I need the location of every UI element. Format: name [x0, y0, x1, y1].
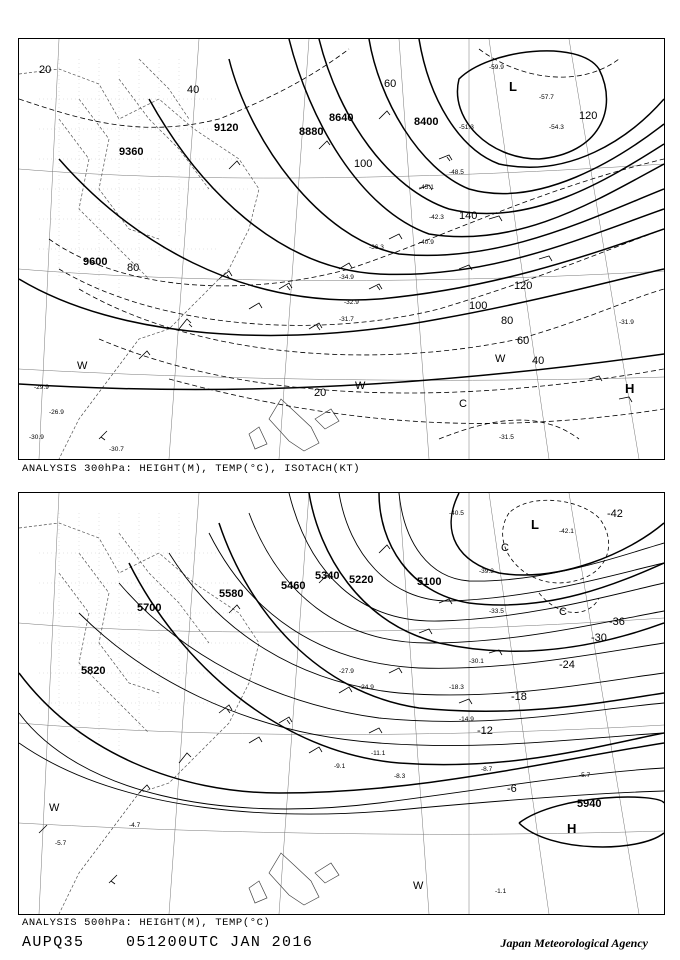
pressure-centers [509, 79, 634, 396]
obs-value: -59.9 [489, 64, 504, 71]
valid-time: 051200UTC JAN 2016 [126, 934, 314, 951]
low-center-label: L [509, 79, 517, 94]
obs-value: -32.9 [344, 299, 359, 306]
isotach-label: 80 [501, 315, 514, 327]
isotherm-label: -30 [591, 632, 607, 644]
isotach-label: 120 [579, 110, 598, 122]
obs-value: -11.1 [371, 750, 386, 757]
obs-value: -54.3 [549, 124, 564, 131]
label-8400: 8400 [414, 116, 439, 128]
obs-value: -1.1 [495, 888, 507, 895]
isotach-label: 60 [517, 335, 530, 347]
map-500hpa [18, 492, 665, 915]
isotherm-label: -12 [477, 725, 493, 737]
label-9360: 9360 [119, 146, 144, 158]
graticule [19, 493, 664, 914]
isotherm-label: -18 [511, 691, 527, 703]
label-5580: 5580 [219, 588, 244, 600]
obs-value: -9.1 [334, 763, 346, 770]
obs-value: -5.7 [55, 840, 67, 847]
label-9600: 9600 [83, 256, 108, 268]
obs-value: -42.3 [429, 214, 444, 221]
isotach-label: 40 [187, 84, 200, 96]
isotherm-label: -42 [607, 508, 623, 520]
label-5100: 5100 [417, 576, 442, 588]
obs-value: -27.9 [339, 668, 354, 675]
obs-value: -57.7 [539, 94, 554, 101]
agency-credit: Japan Meteorological Agency [500, 936, 648, 950]
isotach-label: 20 [39, 64, 52, 76]
high-center-label: H [567, 821, 577, 836]
map-300hpa-canvas [19, 39, 664, 459]
isotach-label: 60 [384, 78, 397, 90]
obs-value: -39.3 [479, 568, 494, 575]
isotach-label: 80 [127, 262, 140, 274]
obs-value: -29.9 [34, 384, 49, 391]
label-5220: 5220 [349, 574, 374, 586]
obs-value: -30.7 [109, 446, 124, 453]
obs-value: -51.3 [459, 124, 474, 131]
label-5820: 5820 [81, 665, 106, 677]
isotherm-label: -36 [609, 616, 625, 628]
station-marker: W [413, 880, 424, 892]
pressure-centers [531, 517, 576, 836]
map-500hpa-canvas [19, 493, 664, 914]
obs-value: -34.9 [339, 274, 354, 281]
isotach-label: 100 [469, 300, 488, 312]
station-marker: W [49, 802, 60, 814]
obs-value: -30.1 [469, 658, 484, 665]
station-marker: C [559, 606, 567, 618]
label-5700: 5700 [137, 602, 162, 614]
low-center-label: L [531, 517, 539, 532]
obs-value: -31.7 [339, 316, 354, 323]
isotach-label: 100 [354, 158, 373, 170]
obs-value: -24.9 [359, 684, 374, 691]
label-8640: 8640 [329, 112, 354, 124]
isotach-label: 140 [459, 210, 478, 222]
obs-value: -40.9 [419, 239, 434, 246]
isotach-label: 40 [532, 355, 545, 367]
station-marker: C [501, 542, 509, 554]
caption-300hpa: ANALYSIS 300hPa: HEIGHT(M), TEMP(°C), ISOTACH(KT) [22, 463, 361, 475]
obs-value: -8.3 [394, 773, 406, 780]
map-300hpa [18, 38, 665, 460]
obs-value: -31.9 [619, 319, 634, 326]
coastline-japan [249, 853, 339, 905]
land-hatching [39, 59, 249, 299]
chart-code: AUPQ35 [22, 934, 85, 951]
obs-value: -5.7 [579, 772, 591, 779]
station-markers [77, 353, 506, 410]
obs-value: -26.9 [49, 409, 64, 416]
label-5460: 5460 [281, 580, 306, 592]
station-marker: W [355, 380, 366, 392]
obs-value: -18.3 [449, 684, 464, 691]
obs-value: -42.1 [559, 528, 574, 535]
chart-identifier [22, 934, 313, 951]
label-9120: 9120 [214, 122, 239, 134]
obs-value: -14.9 [459, 716, 474, 723]
obs-value: -31.5 [499, 434, 514, 441]
obs-value: -40.5 [449, 510, 464, 517]
isotach-label: 120 [514, 280, 533, 292]
station-marker: W [77, 360, 88, 372]
station-marker: W [495, 353, 506, 365]
label-8880: 8880 [299, 126, 324, 138]
obs-value: -30.9 [29, 434, 44, 441]
high-center-label: H [625, 381, 635, 396]
obs-value: -8.7 [481, 766, 493, 773]
label-5940: 5940 [577, 798, 602, 810]
station-markers [49, 542, 567, 892]
caption-500hpa: ANALYSIS 500hPa: HEIGHT(M), TEMP(°C) [22, 917, 271, 929]
obs-value: -33.5 [489, 608, 504, 615]
isotherm-label: -24 [559, 659, 575, 671]
label-5340: 5340 [315, 570, 340, 582]
obs-value: -45.1 [419, 184, 434, 191]
isotherm-label: -6 [507, 783, 517, 795]
obs-value: -48.5 [449, 169, 464, 176]
station-marker: C [459, 398, 467, 410]
obs-value: -4.7 [129, 822, 141, 829]
height-contours [19, 39, 664, 390]
dashed-lines [503, 500, 609, 612]
obs-value: -36.3 [369, 244, 384, 251]
isotach-label: 20 [314, 387, 327, 399]
